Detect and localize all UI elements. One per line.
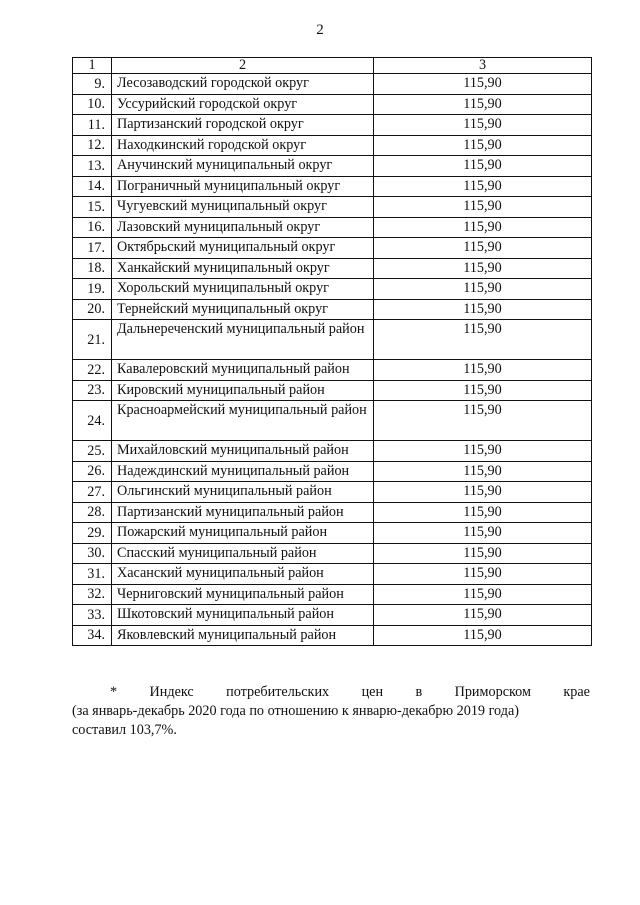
row-number: 13. <box>73 156 112 177</box>
footnote-word: Индекс <box>149 684 194 700</box>
row-index-value: 115,90 <box>374 74 592 95</box>
row-index-value: 115,90 <box>374 320 592 360</box>
row-municipality-name: Черниговский муниципальный район <box>112 584 374 605</box>
footnote-word: цен <box>361 684 384 700</box>
row-index-value: 115,90 <box>374 482 592 503</box>
table-row <box>73 461 592 482</box>
row-municipality-name: Пограничный муниципальный округ <box>112 176 374 197</box>
table-row <box>73 74 592 95</box>
row-municipality-name: Хасанский муниципальный район <box>112 564 374 585</box>
row-municipality-name: Пожарский муниципальный район <box>112 523 374 544</box>
footnote-word: потребительских <box>226 684 330 700</box>
table-row <box>73 135 592 156</box>
row-municipality-name: Октябрьский муниципальный округ <box>112 238 374 259</box>
row-index-value: 115,90 <box>374 176 592 197</box>
row-index-value: 115,90 <box>374 564 592 585</box>
row-municipality-name: Тернейский муниципальный округ <box>112 299 374 320</box>
row-number: 12. <box>73 135 112 156</box>
row-number: 20. <box>73 299 112 320</box>
table-row <box>73 482 592 503</box>
table-row <box>73 401 592 441</box>
footnote-line-2: (за январь-декабрь 2020 года по отношению к январю-декабрю 2019 года) <box>72 703 519 719</box>
footnote-word: крае <box>563 684 590 700</box>
row-number: 14. <box>73 176 112 197</box>
row-index-value: 115,90 <box>374 461 592 482</box>
table-row <box>73 523 592 544</box>
table-row <box>73 502 592 523</box>
row-municipality-name: Красноармейский муниципальный район <box>112 401 374 441</box>
table-row <box>73 584 592 605</box>
row-municipality-name: Спасский муниципальный район <box>112 543 374 564</box>
row-index-value: 115,90 <box>374 135 592 156</box>
row-municipality-name: Уссурийский городской округ <box>112 94 374 115</box>
row-index-value: 115,90 <box>374 502 592 523</box>
table-row <box>73 543 592 564</box>
row-number: 15. <box>73 197 112 218</box>
row-index-value: 115,90 <box>374 217 592 238</box>
row-index-value: 115,90 <box>374 94 592 115</box>
table-row <box>73 380 592 401</box>
row-index-value: 115,90 <box>374 279 592 300</box>
row-number: 28. <box>73 502 112 523</box>
row-index-value: 115,90 <box>374 238 592 259</box>
row-number: 25. <box>73 441 112 462</box>
row-index-value: 115,90 <box>374 299 592 320</box>
row-number: 23. <box>73 380 112 401</box>
row-index-value: 115,90 <box>374 156 592 177</box>
table-row <box>73 238 592 259</box>
row-number: 33. <box>73 605 112 626</box>
row-index-value: 115,90 <box>374 401 592 441</box>
row-municipality-name: Лесозаводский городской округ <box>112 74 374 95</box>
row-number: 21. <box>73 320 112 360</box>
row-municipality-name: Партизанский городской округ <box>112 115 374 136</box>
row-number: 29. <box>73 523 112 544</box>
table-row <box>73 94 592 115</box>
table-row <box>73 360 592 381</box>
column-header-3: 3 <box>374 58 592 74</box>
table-body <box>73 58 592 646</box>
row-number: 26. <box>73 461 112 482</box>
row-municipality-name: Находкинский городской округ <box>112 135 374 156</box>
footnote-word: Приморском <box>454 684 531 700</box>
row-number: 22. <box>73 360 112 381</box>
row-municipality-name: Партизанский муниципальный район <box>112 502 374 523</box>
row-index-value: 115,90 <box>374 360 592 381</box>
row-index-value: 115,90 <box>374 380 592 401</box>
row-municipality-name: Кавалеровский муниципальный район <box>112 360 374 381</box>
row-municipality-name: Кировский муниципальный район <box>112 380 374 401</box>
row-municipality-name: Ольгинский муниципальный район <box>112 482 374 503</box>
footnote-word: * <box>110 684 118 700</box>
row-municipality-name: Надеждинский муниципальный район <box>112 461 374 482</box>
row-municipality-name: Хорольский муниципальный округ <box>112 279 374 300</box>
table-header-row <box>73 58 592 74</box>
row-municipality-name: Ханкайский муниципальный округ <box>112 258 374 279</box>
table-row <box>73 564 592 585</box>
row-number: 34. <box>73 625 112 646</box>
row-municipality-name: Яковлевский муниципальный район <box>112 625 374 646</box>
row-number: 18. <box>73 258 112 279</box>
row-municipality-name: Чугуевский муниципальный округ <box>112 197 374 218</box>
row-index-value: 115,90 <box>374 115 592 136</box>
row-number: 19. <box>73 279 112 300</box>
footnote-line-3: составил 103,7%. <box>72 722 177 738</box>
row-index-value: 115,90 <box>374 258 592 279</box>
footnote-line-1 <box>72 683 590 702</box>
row-number: 10. <box>73 94 112 115</box>
row-municipality-name: Шкотовский муниципальный район <box>112 605 374 626</box>
row-number: 30. <box>73 543 112 564</box>
table-row <box>73 176 592 197</box>
row-index-value: 115,90 <box>374 523 592 544</box>
row-index-value: 115,90 <box>374 197 592 218</box>
row-number: 11. <box>73 115 112 136</box>
footnote <box>72 683 590 740</box>
row-index-value: 115,90 <box>374 625 592 646</box>
column-header-1: 1 <box>73 58 112 74</box>
column-header-2: 2 <box>112 58 374 74</box>
row-index-value: 115,90 <box>374 605 592 626</box>
table-row <box>73 217 592 238</box>
table-row <box>73 197 592 218</box>
table-row <box>73 258 592 279</box>
row-number: 32. <box>73 584 112 605</box>
row-number: 9. <box>73 74 112 95</box>
row-municipality-name: Анучинский муниципальный округ <box>112 156 374 177</box>
row-index-value: 115,90 <box>374 543 592 564</box>
table-row <box>73 279 592 300</box>
row-number: 31. <box>73 564 112 585</box>
page-number: 2 <box>316 22 324 38</box>
row-municipality-name: Лазовский муниципальный округ <box>112 217 374 238</box>
table-row <box>73 625 592 646</box>
table-row <box>73 320 592 360</box>
row-number: 16. <box>73 217 112 238</box>
row-municipality-name: Дальнереченский муниципальный район <box>112 320 374 360</box>
table-row <box>73 299 592 320</box>
table-row <box>73 441 592 462</box>
table-row <box>73 156 592 177</box>
footnote-word: в <box>415 684 423 700</box>
row-number: 27. <box>73 482 112 503</box>
row-number: 17. <box>73 238 112 259</box>
table-row <box>73 115 592 136</box>
table-row <box>73 605 592 626</box>
price-index-table <box>72 57 592 646</box>
row-index-value: 115,90 <box>374 584 592 605</box>
row-number: 24. <box>73 401 112 441</box>
row-municipality-name: Михайловский муниципальный район <box>112 441 374 462</box>
row-index-value: 115,90 <box>374 441 592 462</box>
